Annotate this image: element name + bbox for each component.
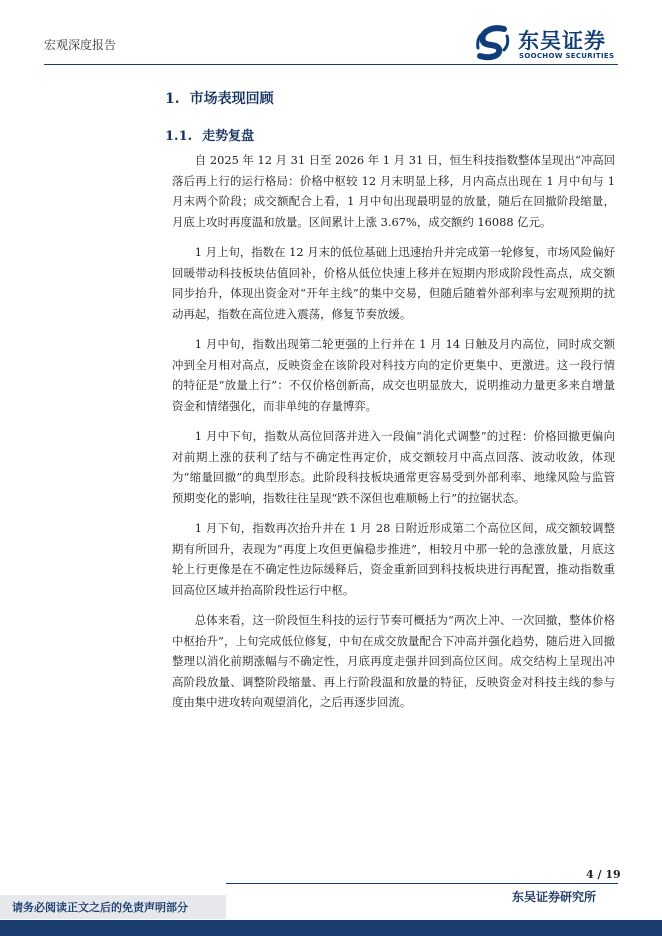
page-separator: / [597,868,602,881]
report-type-label: 宏观深度报告 [44,38,117,52]
footer-divider [226,883,618,884]
page-current: 4 [586,868,594,881]
paragraph: 1 月中下旬，指数从高位回落并进入一段偏“消化式调整”的过程：价格回撤更偏向对前期上涨的获利了结与不确定性再定价，成交额较月中高点回落、波动收敛，体现为“缩量回撤”的典型形态。此阶段科技板块通常更容易受到外部利率、地缘风险与监管预期变化的影响，指数往往呈现“跌不深但也难顺畅上行”的拉锯状态。 [172,429,615,505]
paragraph: 1 月上旬，指数在 12 月末的低位基础上迅速抬升并完成第一轮修复，市场风险偏好回暖带动科技板块估值回补，价格从低位快速上移并在短期内形成阶段性高点，成交额同步抬升，体现出资金对“开年主线”的集中交易，但随后随着外部利率与宏观预期的扰动再起，指数在高位进入震荡，修复节奏放缓。 [172,245,615,321]
disclaimer-banner [0,895,226,919]
soochow-logo-icon [474,24,512,62]
disclaimer-text: 请务必阅读正文之后的免责声明部分 [12,901,188,914]
header-divider [44,64,618,65]
logo-chinese-name: 东吴证券 [518,29,606,53]
subsection-title: 走势复盘 [202,129,255,144]
company-logo [474,24,624,64]
paragraph: 1 月下旬，指数再次抬升并在 1 月 28 日附近形成第二个高位区间，成交额较调整期有所回升，表现为“再度上攻但更偏稳步推进”，相较月中那一轮的急涨放量，月底这轮上行更像是在不确定性边际缓释后，资金重新回到科技板块进行再配置，推动指数重回高位区域并抬高阶段性运行中枢。 [172,521,615,597]
page-total: 19 [605,868,621,881]
research-institute-name: 东吴证券研究所 [512,890,597,904]
paragraph: 1 月中旬，指数出现第二轮更强的上行并在 1 月 14 日触及月内高位，同时成交额冲到全月相对高点，反映资金在该阶段对科技方向的定价更集中、更激进。这一段行情的特征是“放量上行”：不仅价格创新高，成交也明显放大，说明推动力量更多来自增量资金和情绪强化，而非单纯的存量博弈。 [172,337,615,413]
subsection-heading [165,125,254,144]
bottom-bar [0,920,662,936]
logo-english-name: SOOCHOW SECURITIES [519,52,615,60]
section-title: 市场表现回顾 [189,91,274,107]
subsection-number: 1.1. [165,129,193,144]
paragraph: 自 2025 年 12 月 31 日至 2026 年 1 月 31 日，恒生科技指数整体呈现出“冲高回落后再上行的运行格局：价格中枢较 12 月末明显上移，月内高点出现在 1 月中旬与 1 月末两个阶段；成交额配合上看，1 月中旬出现最明显的放量，随后在回撤阶段缩量，月底上攻时再度温和放量。区间累计上涨 3.67%，成交额约 16088 亿元。 [172,153,615,229]
section-heading [165,88,274,108]
page-number [586,868,621,881]
section-number: 1. [165,91,180,107]
body-text [172,150,615,723]
paragraph: 总体来看，这一阶段恒生科技的运行节奏可概括为“两次上冲、一次回撤，整体价格中枢抬升”，上旬完成低位修复，中旬在成交放量配合下冲高并强化趋势，随后进入回撤整理以消化前期涨幅与不确定性，月底再度走强并回到高位区间。成交结构上呈现出冲高阶段放量、调整阶段缩量、再上行阶段温和放量的特征，反映资金对科技主线的参与度由集中进攻转向观望消化，之后再逐步回流。 [172,613,615,709]
